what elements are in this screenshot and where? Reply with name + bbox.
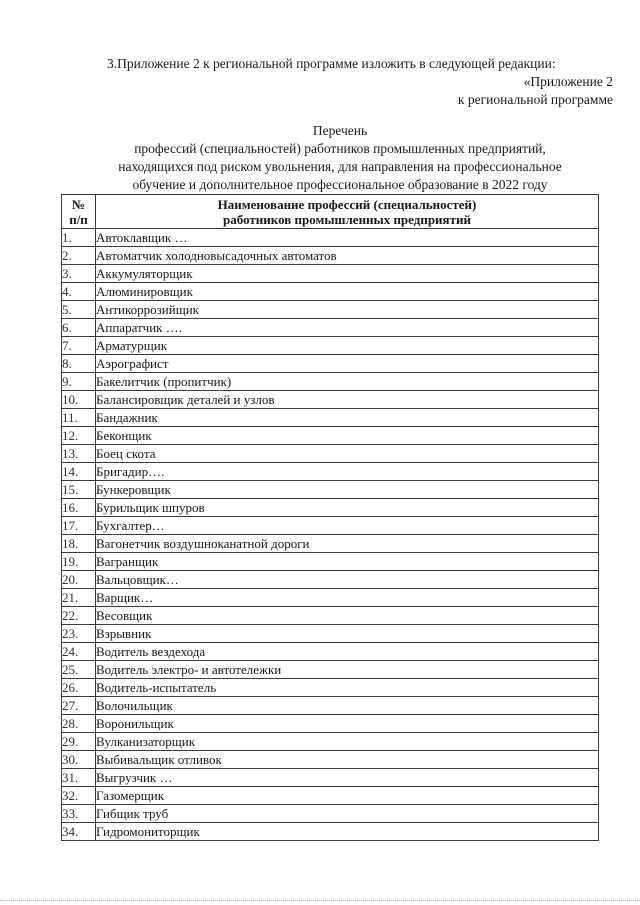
table-row (62, 301, 599, 319)
profession-name: Выбивальщик отливок (96, 751, 599, 769)
profession-name: Выгрузчик … (96, 769, 599, 787)
professions-table (61, 194, 599, 841)
table-header-row (62, 195, 599, 229)
row-number: 7. (62, 337, 96, 355)
table-row (62, 283, 599, 301)
profession-name: Беконщик (96, 427, 599, 445)
table-row (62, 715, 599, 733)
header-name-line-2: работников промышленных предприятий (223, 211, 471, 227)
table-row (62, 265, 599, 283)
row-number: 23. (62, 625, 96, 643)
row-number: 24. (62, 643, 96, 661)
profession-name: Гибщик труб (96, 805, 599, 823)
row-number: 32. (62, 787, 96, 805)
row-number: 6. (62, 319, 96, 337)
row-number: 26. (62, 679, 96, 697)
profession-name: Автоклавщик … (96, 229, 599, 247)
table-row (62, 643, 599, 661)
row-number: 16. (62, 499, 96, 517)
row-number: 28. (62, 715, 96, 733)
heading-line-4: обучение и дополнительное профессиональное образование в 2022 году (132, 177, 548, 192)
table-row (62, 661, 599, 679)
table-row (62, 391, 599, 409)
profession-name: Бакелитчик (пропитчик) (96, 373, 599, 391)
row-number: 10. (62, 391, 96, 409)
profession-name: Гидромониторщик (96, 823, 599, 841)
profession-name: Вальцовщик… (96, 571, 599, 589)
table-row (62, 769, 599, 787)
page-bottom-divider (0, 900, 640, 901)
table-row (62, 229, 599, 247)
table-row (62, 697, 599, 715)
table-row (62, 463, 599, 481)
row-number: 3. (62, 265, 96, 283)
heading-line-3: находящихся под риском увольнения, для направления на профессиональное (118, 159, 562, 174)
row-number: 12. (62, 427, 96, 445)
profession-name: Антикоррозийщик (96, 301, 599, 319)
row-number: 15. (62, 481, 96, 499)
profession-name: Водитель вездехода (96, 643, 599, 661)
header-number-symbol: № (71, 196, 86, 212)
profession-name: Автоматчик холодновысадочных автоматов (96, 247, 599, 265)
profession-name: Вулканизаторщик (96, 733, 599, 751)
table-row (62, 355, 599, 373)
table-row (62, 607, 599, 625)
row-number: 25. (62, 661, 96, 679)
table-row (62, 445, 599, 463)
row-number: 29. (62, 733, 96, 751)
profession-name: Аппаратчик …. (96, 319, 599, 337)
profession-name: Водитель-испытатель (96, 679, 599, 697)
row-number: 8. (62, 355, 96, 373)
profession-name: Алюминировщик (96, 283, 599, 301)
table-row (62, 571, 599, 589)
row-number: 33. (62, 805, 96, 823)
row-number: 31. (62, 769, 96, 787)
row-number: 11. (62, 409, 96, 427)
row-number: 4. (62, 283, 96, 301)
profession-name: Бункеровщик (96, 481, 599, 499)
table-row (62, 679, 599, 697)
header-number-abbr: п/п (69, 211, 88, 227)
table-row (62, 517, 599, 535)
table-row (62, 733, 599, 751)
row-number: 34. (62, 823, 96, 841)
row-number: 22. (62, 607, 96, 625)
row-number: 27. (62, 697, 96, 715)
row-number: 30. (62, 751, 96, 769)
profession-name: Воронильщик (96, 715, 599, 733)
profession-name: Вагонетчик воздушноканатной дороги (96, 535, 599, 553)
profession-name: Варщик… (96, 589, 599, 607)
profession-name: Вагранщик (96, 553, 599, 571)
table-row (62, 481, 599, 499)
table-row (62, 589, 599, 607)
profession-name: Водитель электро- и автотележки (96, 661, 599, 679)
header-name-cell (96, 195, 599, 229)
table-row (62, 535, 599, 553)
profession-name: Бурильщик шпуров (96, 499, 599, 517)
header-number-cell (62, 195, 96, 229)
header-name-line-1: Наименование профессий (специальностей) (217, 196, 477, 212)
profession-name: Бригадир…. (96, 463, 599, 481)
row-number: 14. (62, 463, 96, 481)
profession-name: Аэрографист (96, 355, 599, 373)
table-row (62, 409, 599, 427)
row-number: 5. (62, 301, 96, 319)
row-number: 9. (62, 373, 96, 391)
row-number: 19. (62, 553, 96, 571)
profession-name: Весовщик (96, 607, 599, 625)
intro-line: 3.Приложение 2 к региональной программе изложить в следующей редакции: (107, 56, 556, 71)
profession-name: Взрывник (96, 625, 599, 643)
table-row (62, 427, 599, 445)
table-row (62, 373, 599, 391)
table-row (62, 247, 599, 265)
row-number: 20. (62, 571, 96, 589)
table-row (62, 625, 599, 643)
table-row (62, 337, 599, 355)
table-row (62, 805, 599, 823)
profession-name: Газомерщик (96, 787, 599, 805)
profession-name: Волочильщик (96, 697, 599, 715)
profession-name: Бухгалтер… (96, 517, 599, 535)
profession-name: Боец скота (96, 445, 599, 463)
table-row (62, 553, 599, 571)
profession-name: Аккумуляторщик (96, 265, 599, 283)
row-number: 21. (62, 589, 96, 607)
row-number: 2. (62, 247, 96, 265)
row-number: 13. (62, 445, 96, 463)
table-row (62, 751, 599, 769)
profession-name: Арматурщик (96, 337, 599, 355)
table-row (62, 319, 599, 337)
table-row (62, 499, 599, 517)
row-number: 1. (62, 229, 96, 247)
row-number: 17. (62, 517, 96, 535)
row-number: 18. (62, 535, 96, 553)
heading-title: Перечень (312, 123, 368, 138)
appendix-title: «Приложение 2 (523, 74, 613, 89)
profession-name: Бандажник (96, 409, 599, 427)
profession-name: Балансировщик деталей и узлов (96, 391, 599, 409)
heading-line-2: профессий (специальностей) работников промышленных предприятий, (134, 141, 546, 156)
table-row (62, 823, 599, 841)
appendix-subtitle: к региональной программе (457, 92, 613, 107)
table-row (62, 787, 599, 805)
